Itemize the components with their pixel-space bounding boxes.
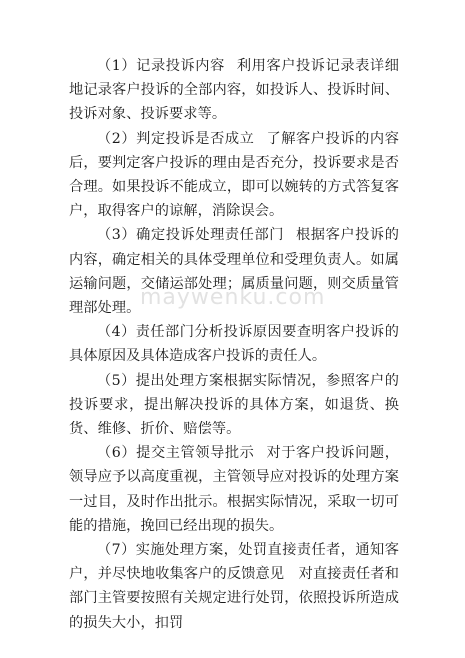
paragraph-record-complaint (69, 54, 399, 127)
watermark-text: maywenku.com (140, 285, 326, 310)
paragraph-text: （4）责任部门分析投诉原因要查明客户投诉的具体原因及具体造成客户投诉的责任人。 (69, 324, 399, 365)
paragraph-judge-complaint (69, 127, 399, 224)
paragraph-propose-solution (69, 369, 399, 442)
paragraph-implement-solution (69, 538, 399, 635)
paragraph-text: 对于客户投诉问题，领导应予以高度重视，主管领导应对投诉的处理方案一过目，及时作出批示。根据实际情况，采取一切可能的措施，挽回已经出现的损失。 (69, 445, 399, 534)
paragraph-responsible-department (69, 223, 399, 320)
paragraph-text: 了解客户投诉的内容后，要判定客户投诉的理由是否充分，投诉要求是否合理。如果投诉不能成立，即可以婉转的方式答复客户，取得客户的谅解，消除误会。 (69, 130, 399, 220)
paragraph-analyze-cause (69, 320, 399, 368)
paragraph-heading: （6）提交主管领导批示 (97, 445, 255, 462)
paragraph-text: （5）提出处理方案根据实际情况，参照客户的投诉要求，提出解决投诉的具体方案，如退货、换货、维修、折价、赔偿等。 (69, 372, 399, 438)
paragraph-text: 利用客户投诉记录表详细地记录客户投诉的全部内容，如投诉人、投诉时间、投诉对象、投诉要求等。 (69, 58, 399, 123)
paragraph-leader-approval (69, 441, 399, 538)
paragraph-text: 根据客户投诉的内容，确定相关的具体受理单位和受理负责人。如属运输问题，交储运部处理；属质量问题，则交质量管理部处理。 (69, 227, 399, 317)
paragraph-heading: （2）判定投诉是否成立 (97, 130, 255, 147)
paragraph-heading: （3）确定投诉处理责任部门 (97, 227, 285, 244)
document-body (69, 54, 399, 635)
paragraph-text: （7）实施处理方案，处罚直接责任者，通知客户，并尽快地收集客户的反馈意见 对直接责任者和部门主管要按照有关规定进行处罚，依照投诉所造成的损失大小，扣罚 (69, 542, 399, 631)
paragraph-heading: （1）记录投诉内容 (97, 58, 225, 74)
